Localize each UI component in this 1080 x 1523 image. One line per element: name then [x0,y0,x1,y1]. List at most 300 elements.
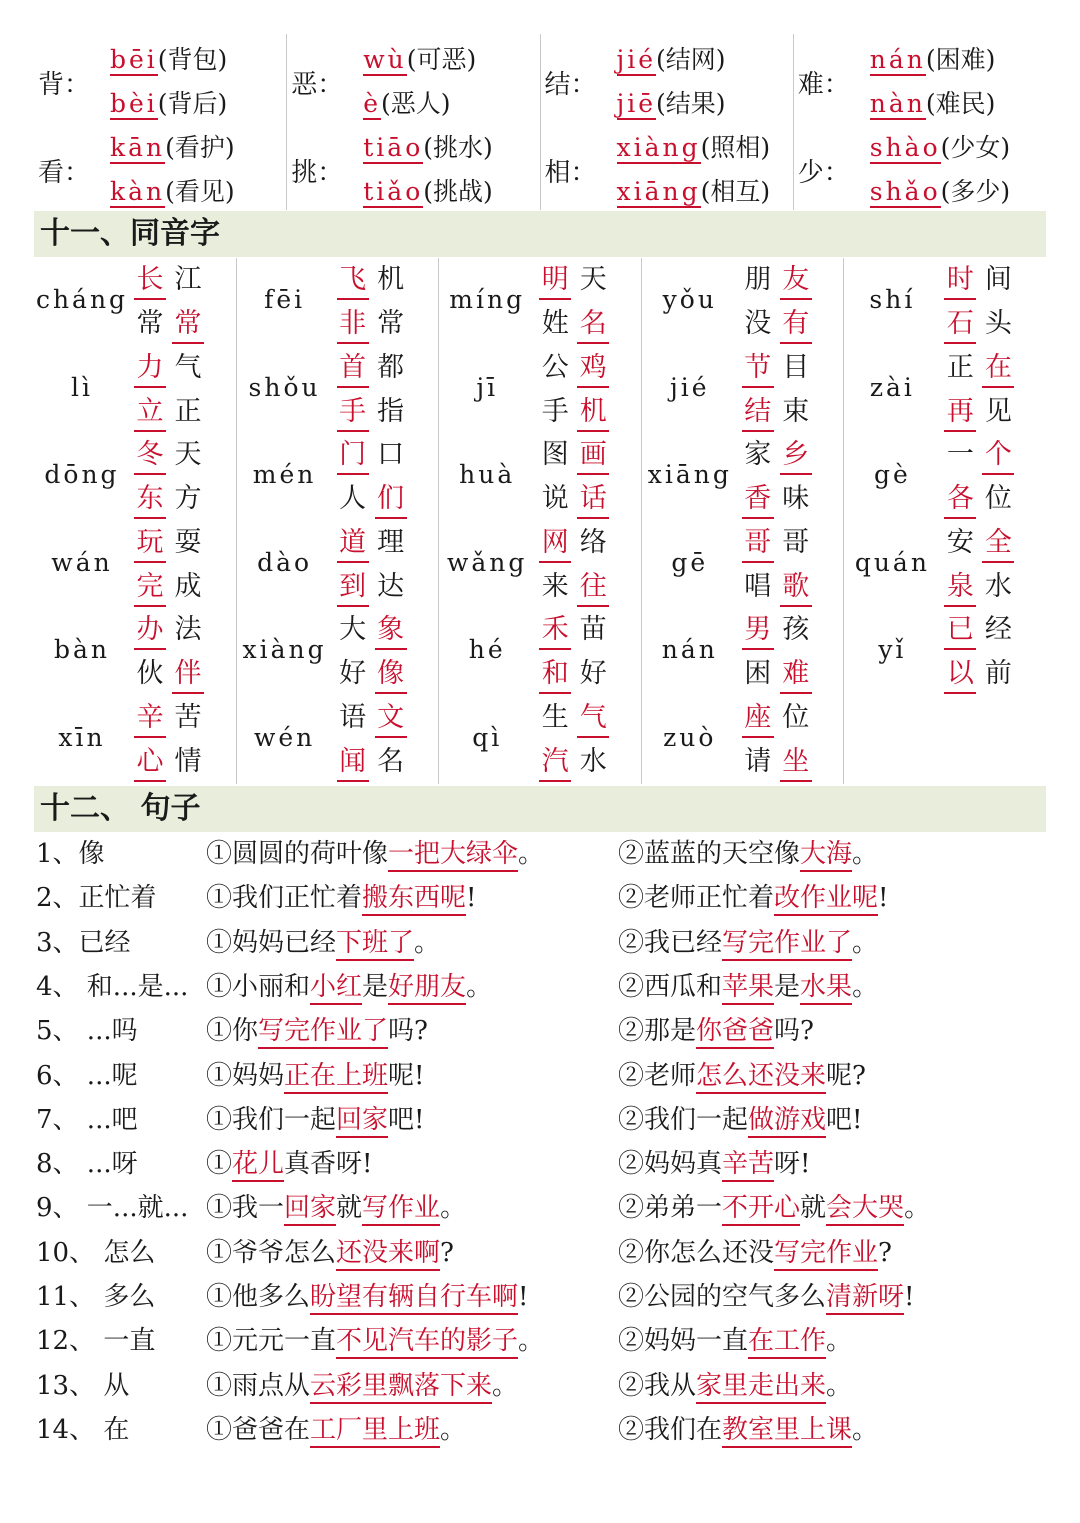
sentence-text: ? [878,1237,892,1268]
target-char: 们 [375,481,407,519]
target-char: 非 [337,306,369,344]
homophone-pinyin: yǒu [662,285,717,314]
sentence-text: ②妈妈真 [618,1149,723,1180]
homophone-word [742,523,818,567]
pinyin: kàn [110,177,166,206]
context-char: 情 [174,746,202,777]
context-char: 口 [377,439,405,471]
homophone-word [742,610,818,654]
target-char: 已 [944,612,976,650]
sentence-text: 。 [414,927,441,958]
target-char: 节 [742,350,774,388]
example-word: (看见) [165,177,235,206]
filled-phrase: 会大哭 [826,1193,904,1226]
example-sentence-2 [618,832,878,876]
filled-phrase: 云彩里飘落下来 [310,1371,492,1404]
target-char: 哥 [742,525,774,563]
context-char: 成 [174,570,202,602]
polyphonic-column [287,34,540,210]
context-char: 江 [174,264,202,295]
context-char: 好 [339,658,367,690]
sentence-row [36,1098,1046,1142]
homophone-group [844,433,1046,521]
polyphonic-reading [617,128,771,164]
homophone-word [742,479,818,523]
sentence-text: 。 [826,1326,853,1357]
filled-phrase: 一把大绿伞 [388,839,518,872]
filled-phrase: 改作业呢 [774,883,878,916]
homophone-word [944,392,1020,436]
target-char: 禾 [539,612,571,650]
polyphonic-reading [110,40,227,76]
sentence-pattern: 6、 ...呢 [36,1060,138,1091]
homophone-pinyin: wǎng [446,547,528,577]
context-char: 见 [984,395,1012,427]
example-sentence-2 [618,1408,878,1452]
homophone-word [134,348,210,392]
target-char: 文 [375,700,407,738]
target-char: 男 [742,612,774,650]
target-char: 闻 [337,744,369,782]
homophone-word [944,479,1020,523]
target-char: 明 [539,262,571,300]
target-char: 往 [577,569,609,607]
polyphonic-reading [363,84,450,120]
target-char: 各 [944,481,976,519]
homophone-word [134,523,210,567]
polyphonic-reading [870,40,996,76]
homophone-word [134,610,210,654]
sentence-text: 。 [826,1370,853,1401]
homophone-column [439,258,642,784]
pinyin: xiàng [616,133,701,162]
homophone-group [642,696,844,784]
homophone-word [539,304,615,348]
sentence-text: ? [440,1237,454,1268]
homophone-group [642,433,844,521]
example-word: (背包) [157,45,228,74]
polyphonic-reading [617,172,771,208]
filled-phrase: 下班了 [336,928,414,961]
homophone-group [642,521,844,609]
target-char: 汽 [539,744,571,782]
homophone-word [742,392,818,436]
polyphonic-char: 恶： [291,70,344,100]
context-char: 图 [541,439,569,471]
filled-phrase: 花儿 [232,1149,284,1182]
homophone-group [237,433,439,521]
homophone-word [539,610,615,654]
context-char: 请 [744,746,772,777]
target-char: 石 [944,306,976,344]
example-sentence-1 [206,965,492,1009]
filled-phrase: 回家 [284,1193,336,1226]
example-word: (看护) [165,133,235,162]
homophone-word [337,610,413,654]
example-sentence-2 [618,1098,862,1142]
homophone-pinyin: jī [476,372,499,402]
sentence-text: ①我们正忙着 [206,883,363,914]
homophone-word [134,304,210,348]
homophone-column [642,258,845,784]
sentence-row [36,1364,1046,1408]
target-char: 在 [982,350,1014,388]
homophone-group [237,608,439,696]
polyphonic-column [34,34,287,210]
context-char: 指 [377,395,405,427]
section-11-header: 十一、同音字 [34,211,1046,257]
target-char: 泉 [944,569,976,607]
example-sentence-2 [618,1319,852,1363]
homophone-word [742,654,818,698]
homophone-word [539,260,615,304]
example-sentence-2 [618,921,878,965]
homophone-word [134,260,210,304]
example-sentence-2 [618,1186,930,1230]
sentence-pattern: 9、 一...就... [36,1193,189,1224]
sentence-text: ①妈妈已经 [206,927,337,958]
sentence-text: ①圆圆的荷叶像 [206,839,389,869]
homophone-pinyin: quán [854,547,930,577]
sentence-text: 。 [852,1414,879,1445]
homophone-word [539,567,615,611]
sentence-text: 就 [336,1193,363,1224]
sentence-text: ①我一 [206,1193,285,1224]
sentence-pattern: 4、 和...是... [36,971,189,1002]
homophone-pinyin: jié [670,372,710,402]
filled-phrase: 在工作 [748,1326,826,1359]
example-word: (结果) [656,89,726,118]
example-word: (相互) [700,177,771,206]
section-12-header: 十二、 句子 [34,786,1046,832]
example-sentence-2 [618,1054,866,1098]
example-sentence-1 [206,1009,428,1053]
target-char: 有 [780,306,812,344]
homophone-word [944,260,1020,304]
homophone-group [237,346,439,434]
sentence-text: 。 [466,971,493,1002]
pinyin: jiē [616,89,657,118]
pinyin: tiǎo [363,177,424,206]
pinyin: shào [869,133,941,162]
sentence-text: ①你 [206,1016,259,1047]
context-char: 说 [541,483,569,515]
context-char: 理 [377,526,405,558]
context-char: 法 [174,614,202,646]
context-char: 没 [744,308,772,339]
sentence-pattern: 7、 ...吧 [36,1104,138,1135]
target-char: 全 [982,525,1014,563]
homophone-word [944,567,1020,611]
homophone-word [539,654,615,698]
homophone-pinyin: wán [51,547,113,577]
sentence-text: ②老师正忙着 [618,883,775,914]
example-sentence-2 [618,1231,892,1275]
sentence-text: ②我已经 [618,927,723,958]
target-char: 和 [539,656,571,694]
example-word: (挑水) [423,133,493,162]
filled-phrase: 大海 [800,839,852,872]
polyphonic-char: 结： [544,70,597,100]
polyphonic-column [794,34,1046,210]
sentence-text: ①爸爸在 [206,1414,311,1445]
homophone-pinyin: xiàng [242,635,327,665]
target-char: 力 [134,350,166,388]
target-char: 网 [539,525,571,563]
homophone-group [439,521,641,609]
target-char: 香 [742,481,774,519]
context-char: 公 [541,351,569,383]
homophone-word [742,304,818,348]
sentence-text: 呢! [388,1060,425,1091]
sentence-pattern: 12、 一直 [36,1326,156,1357]
sentence-text: 。 [492,1370,519,1401]
context-char: 前 [984,658,1012,690]
homophone-word [337,260,413,304]
pinyin: wù [363,45,407,74]
sentence-text: ①他多么 [206,1282,311,1312]
filled-phrase: 辛苦 [722,1149,774,1182]
context-char: 方 [174,483,202,515]
example-sentence-1 [206,1231,454,1275]
sentence-text: ! [466,883,477,914]
context-char: 困 [744,658,772,690]
homophone-pinyin: gē [671,547,709,577]
example-sentence-1 [206,1186,466,1230]
homophone-pinyin: shí [869,285,916,314]
polyphonic-reading [363,40,476,76]
example-word: (少女) [940,133,1011,162]
sentence-text: ①我们一起 [206,1104,337,1135]
target-char: 象 [375,612,407,650]
homophone-pinyin: xiāng [647,460,732,490]
context-char: 好 [579,658,607,690]
pinyin: shǎo [869,177,941,206]
sentence-pattern: 14、 在 [36,1414,130,1445]
sentence-row [36,1275,1046,1319]
homophone-word [134,742,210,786]
context-char: 天 [174,439,202,471]
sentence-row [36,832,1046,876]
context-char: 常 [377,308,405,339]
context-char: 正 [174,395,202,427]
homophone-word [944,654,1020,698]
context-char: 都 [377,351,405,383]
homophone-word [742,742,818,786]
context-char: 名 [377,746,405,777]
filled-phrase: 苹果 [722,972,774,1005]
polyphonic-char: 背： [38,70,91,100]
sentence-text: ②老师 [618,1060,697,1091]
filled-phrase: 回家 [336,1105,388,1138]
context-char: 伙 [136,658,164,690]
homophone-word [337,567,413,611]
homophone-word [539,742,615,786]
context-char: 姓 [541,308,569,339]
target-char: 办 [134,612,166,650]
homophone-word [944,523,1020,567]
homophone-word [337,523,413,567]
homophone-pinyin: gè [873,460,911,490]
target-char: 气 [577,700,609,738]
example-sentence-1 [206,1142,372,1186]
target-char: 画 [577,437,609,475]
polyphonic-char: 少： [797,158,850,188]
target-char: 像 [375,656,407,694]
filled-phrase: 好朋友 [388,972,466,1005]
sentence-row [36,1231,1046,1275]
example-word: (结网) [656,45,726,74]
homophone-word [944,304,1020,348]
context-char: 间 [984,264,1012,295]
sentence-row [36,876,1046,920]
polyphonic-reading [110,128,235,164]
example-sentence-1 [206,876,476,920]
homophone-group [439,433,641,521]
homophone-word [134,479,210,523]
example-word: (背后) [157,89,228,118]
polyphonic-reading [110,172,235,208]
target-char: 以 [944,656,976,694]
filled-phrase: 盼望有辆自行车啊 [310,1282,518,1315]
sentence-text: ① [206,1149,233,1180]
homophone-word [337,654,413,698]
homophone-pinyin: fēi [264,285,306,314]
pinyin: kān [110,133,166,162]
sentence-text: ②我们一起 [618,1104,749,1135]
target-char: 鸡 [577,350,609,388]
homophone-word [337,304,413,348]
filled-phrase: 怎么还没来 [696,1061,826,1094]
homophone-pinyin: dào [257,547,313,577]
example-sentence-2 [618,876,888,920]
target-char: 话 [577,481,609,519]
homophone-pinyin: zài [869,372,915,402]
sentence-text: ①爷爷怎么 [206,1237,337,1268]
context-char: 安 [946,526,974,558]
sentence-pattern: 8、 ...呀 [36,1149,138,1180]
example-word: (挑战) [423,177,493,206]
sentence-text: ②西瓜和 [618,971,723,1002]
target-char: 常 [172,306,204,344]
polyphonic-reading [363,128,493,164]
filled-phrase: 正在上班 [284,1061,388,1094]
homophone-word [742,435,818,479]
polyphonic-reading [870,128,1010,164]
pinyin: bèi [110,89,158,118]
sentence-row [36,1319,1046,1363]
sentence-text: 呀! [774,1149,811,1180]
sentence-text: 。 [440,1414,467,1445]
sentence-text: 呢? [826,1060,866,1091]
homophone-group [237,696,439,784]
homophone-group [844,346,1046,434]
homophone-word [337,435,413,479]
sentence-text: 真香呀! [284,1149,373,1180]
context-char: 经 [984,614,1012,646]
sentence-text: ①元元一直 [206,1326,337,1357]
sentence-row [36,1009,1046,1053]
example-sentence-1 [206,1098,424,1142]
sentence-text: ②蓝蓝的天空像 [618,839,801,869]
sentence-text: ! [878,883,889,914]
example-word: (多少) [940,177,1011,206]
homophone-group [34,346,236,434]
homophone-column [844,258,1046,784]
homophone-word [742,567,818,611]
homophone-group [439,608,641,696]
example-sentence-1 [206,1319,544,1363]
target-char: 乡 [780,437,812,475]
context-char: 一 [946,439,974,471]
filled-phrase: 你爸爸 [696,1016,774,1049]
filled-phrase: 写完作业了 [722,928,852,961]
example-sentence-2 [618,965,878,1009]
homophone-word [337,348,413,392]
context-char: 天 [579,264,607,295]
homophone-pinyin: xīn [58,723,106,752]
homophone-word [134,435,210,479]
filled-phrase: 水果 [800,972,852,1005]
example-word: (难民) [925,89,996,118]
homophone-word [742,698,818,742]
homophone-word [944,348,1020,392]
context-char: 目 [782,351,810,383]
homophone-word [134,392,210,436]
target-char: 个 [982,437,1014,475]
filled-phrase: 写完作业 [774,1238,878,1271]
filled-phrase: 工厂里上班 [310,1415,440,1448]
homophone-group [642,258,844,346]
homophone-pinyin: mén [252,460,317,490]
context-char: 络 [579,526,607,558]
sentence-row [36,1142,1046,1186]
context-char: 常 [136,308,164,339]
polyphonic-char: 挑： [291,158,344,188]
target-char: 立 [134,394,166,432]
example-word: (困难) [925,45,996,74]
sentence-text: 是 [362,971,389,1002]
context-char: 生 [541,702,569,733]
polyphonic-reading [870,172,1010,208]
context-char: 机 [377,264,405,295]
context-char: 孩 [782,614,810,646]
polyphonic-reading [110,84,227,120]
context-char: 气 [174,351,202,383]
context-char: 束 [782,395,810,427]
homophone-word [539,435,615,479]
homophone-group [439,346,641,434]
homophone-group [844,608,1046,696]
homophone-pinyin: huà [459,460,516,490]
homophone-pinyin: cháng [35,285,129,314]
filled-phrase: 清新呀 [826,1282,904,1315]
context-char: 头 [984,308,1012,339]
sentence-pattern: 2、正忙着 [36,883,157,914]
sentence-row [36,921,1046,965]
homophone-word [944,435,1020,479]
target-char: 到 [337,569,369,607]
sentence-text: ①雨点从 [206,1370,311,1401]
target-char: 完 [134,569,166,607]
sentence-text: ②妈妈一直 [618,1326,749,1357]
sentence-text: 吗? [388,1016,428,1047]
example-sentence-1 [206,1054,424,1098]
target-char: 机 [577,394,609,432]
homophone-word [539,392,615,436]
homophone-word [539,523,615,567]
context-char: 手 [541,395,569,427]
